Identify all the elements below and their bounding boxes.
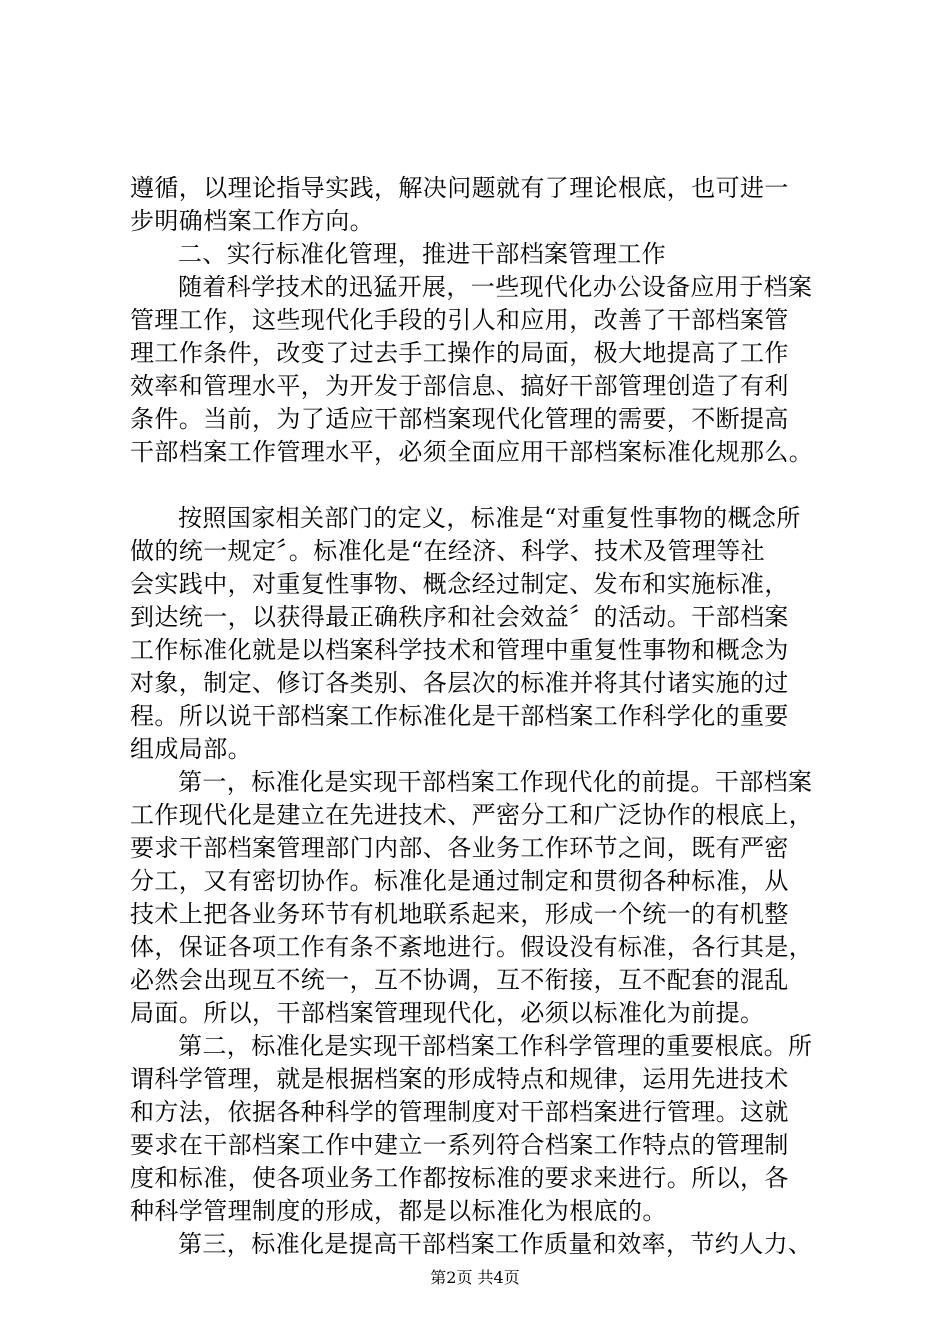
text-line: 随着科学技术的迅猛开展，一些现代化办公设备应用于档案 xyxy=(178,273,813,301)
text-line: 到达统一，以获得最正确秩序和社会效益〞的活动。干部档案 xyxy=(130,603,789,631)
text-line: 工作标准化就是以档案科学技术和管理中重复性事物和概念为 xyxy=(130,636,789,664)
text-line: 度和标准，使各项业务工作都按标准的要求来进行。所以，各 xyxy=(130,1164,789,1192)
text-line: 谓科学管理，就是根据档案的形成特点和规律，运用先进技术 xyxy=(130,1065,789,1093)
text-line: 干部档案工作管理水平，必须全面应用干部档案标准化规那么。 xyxy=(130,438,814,466)
text-line: 必然会出现互不统一，互不协调，互不衔接，互不配套的混乱 xyxy=(130,966,789,994)
text-line: 技术上把各业务环节有机地联系起来，形成一个统一的有机整 xyxy=(130,900,789,928)
text-line: 局面。所以，干部档案管理现代化，必须以标准化为前提。 xyxy=(130,999,765,1027)
text-line: 要求在干部档案工作中建立一系列符合档案工作特点的管理制 xyxy=(130,1131,789,1159)
text-line: 会实践中，对重复性事物、概念经过制定、发布和实施标准， xyxy=(130,570,789,598)
text-line: 按照国家相关部门的定义，标准是“对重复性事物的概念所 xyxy=(178,504,801,532)
text-line: 理工作条件，改变了过去手工操作的局面，极大地提高了工作 xyxy=(130,339,789,367)
text-line: 工作现代化是建立在先进技术、严密分工和广泛协作的根底上， xyxy=(130,801,814,829)
page-number: 第2页 共4页 xyxy=(430,1268,520,1287)
text-line: 体，保证各项工作有条不紊地进行。假设没有标准，各行其是， xyxy=(130,933,814,961)
text-line: 遵循，以理论指导实践，解决问题就有了理论根底，也可进一 xyxy=(130,174,789,202)
text-line: 步明确档案工作方向。 xyxy=(130,207,374,235)
text-line: 管理工作，这些现代化手段的引人和应用，改善了干部档案管 xyxy=(130,306,789,334)
text-line: 做的统一规定〞。标准化是“在经济、科学、技术及管理等社 xyxy=(130,537,766,565)
text-line: 第一，标准化是实现干部档案工作现代化的前提。干部档案 xyxy=(178,768,813,796)
text-line: 要求干部档案管理部门内部、各业务工作环节之间，既有严密 xyxy=(130,834,789,862)
text-line: 对象，制定、修订各类别、各层次的标准并将其付诸实施的过 xyxy=(130,669,789,697)
text-line: 条件。当前，为了适应干部档案现代化管理的需要，不断提高 xyxy=(130,405,789,433)
text-line: 第二，标准化是实现干部档案工作科学管理的重要根底。所 xyxy=(178,1032,813,1060)
text-line: 分工，又有密切协作。标准化是通过制定和贯彻各种标准，从 xyxy=(130,867,789,895)
text-line: 组成局部。 xyxy=(130,735,252,763)
text-line: 程。所以说干部档案工作标准化是干部档案工作科学化的重要 xyxy=(130,702,789,730)
text-line: 第三，标准化是提高干部档案工作质量和效率，节约人力、 xyxy=(178,1230,813,1258)
text-line: 效率和管理水平，为开发于部信息、搞好干部管理创造了有利 xyxy=(130,372,789,400)
text-line: 和方法，依据各种科学的管理制度对干部档案进行管理。这就 xyxy=(130,1098,789,1126)
text-line: 种科学管理制度的形成，都是以标准化为根底的。 xyxy=(130,1197,667,1225)
section-heading: 二、实行标准化管理，推进干部档案管理工作 xyxy=(178,240,666,268)
